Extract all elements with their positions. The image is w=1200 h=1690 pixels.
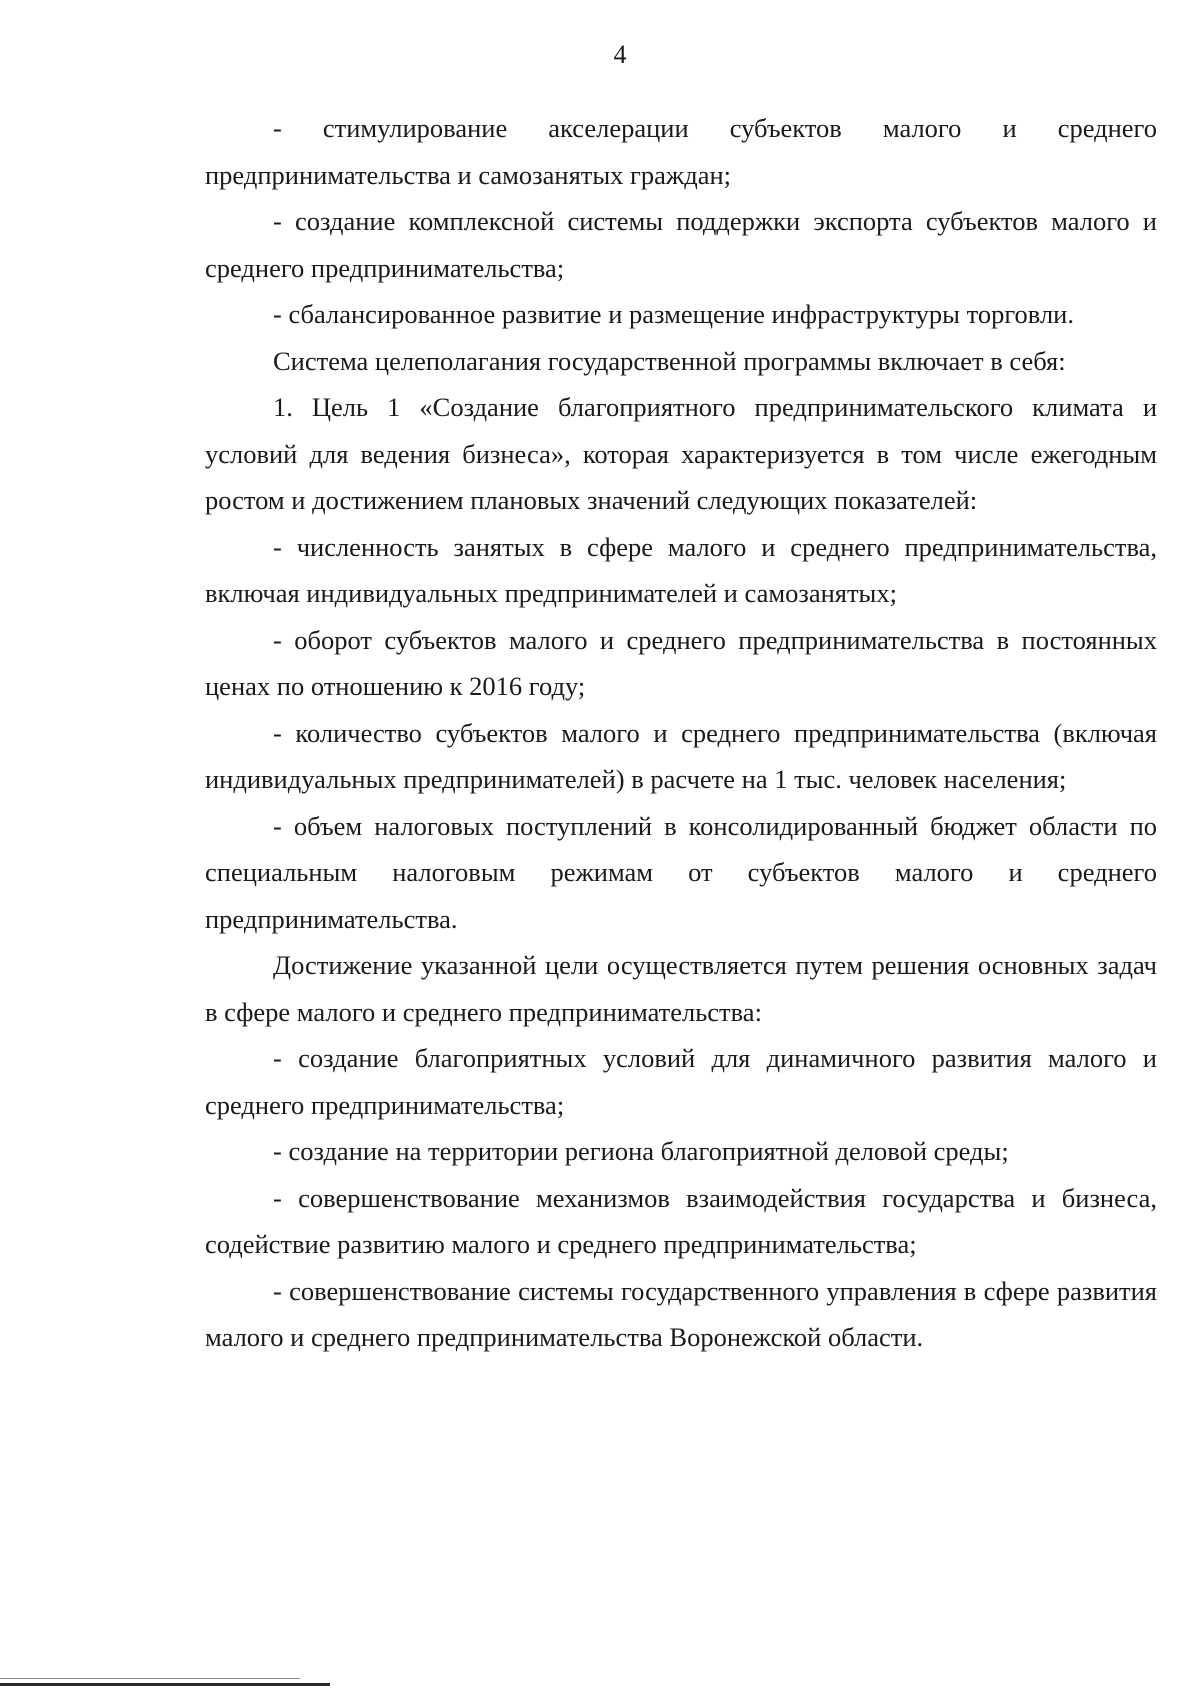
paragraph: 1. Цель 1 «Создание благоприятного предпринимательского климата и условий для ведения бизнеса», которая характеризуется в том числе ежегодным ростом и достижением плановых значений следующих показателей: bbox=[205, 392, 1157, 515]
paragraph: - совершенствование системы государственного управления в сфере развития малого и среднего предпринимательства Воронежской области. bbox=[205, 1275, 1157, 1352]
paragraph: Система целеполагания государственной программы включает в себя: bbox=[273, 345, 1066, 376]
paragraph: - создание благоприятных условий для динамичного развития малого и среднего предпринимательства; bbox=[205, 1043, 1157, 1120]
paragraph: - сбалансированное развитие и размещение инфраструктуры торговли. bbox=[273, 299, 1074, 329]
paragraph: Достижение указанной цели осуществляется путем решения основных задач в сфере малого и среднего предпринимательства: bbox=[205, 950, 1157, 1027]
document-body bbox=[205, 105, 1157, 1361]
paragraph: - создание на территории региона благоприятной деловой среды; bbox=[273, 1136, 1009, 1166]
paragraph: - стимулирование акселерации субъектов малого и среднего предпринимательства и самозанятых граждан; bbox=[205, 113, 1157, 190]
paragraph: - объем налоговых поступлений в консолидированный бюджет области по специальным налоговым режимам от субъектов малого и среднего предпринимательства. bbox=[205, 810, 1157, 934]
paragraph: - оборот субъектов малого и среднего предпринимательства в постоянных ценах по отношению к 2016 году; bbox=[205, 624, 1157, 701]
paragraph: - совершенствование механизмов взаимодействия государства и бизнеса, содействие развитию малого и среднего предпринимательства; bbox=[205, 1182, 1157, 1259]
paragraph: - создание комплексной системы поддержки экспорта субъектов малого и среднего предпринимательства; bbox=[205, 206, 1157, 283]
paragraph: - численность занятых в сфере малого и среднего предпринимательства, включая индивидуальных предпринимателей и самозанятых; bbox=[205, 531, 1157, 608]
scan-edge-line bbox=[0, 1678, 300, 1679]
paragraph: - количество субъектов малого и среднего предпринимательства (включая индивидуальных предпринимателей) в расчете на 1 тыс. человек населения; bbox=[205, 717, 1157, 794]
scan-edge-line bbox=[0, 1683, 330, 1686]
page-number: 4 bbox=[613, 40, 627, 69]
